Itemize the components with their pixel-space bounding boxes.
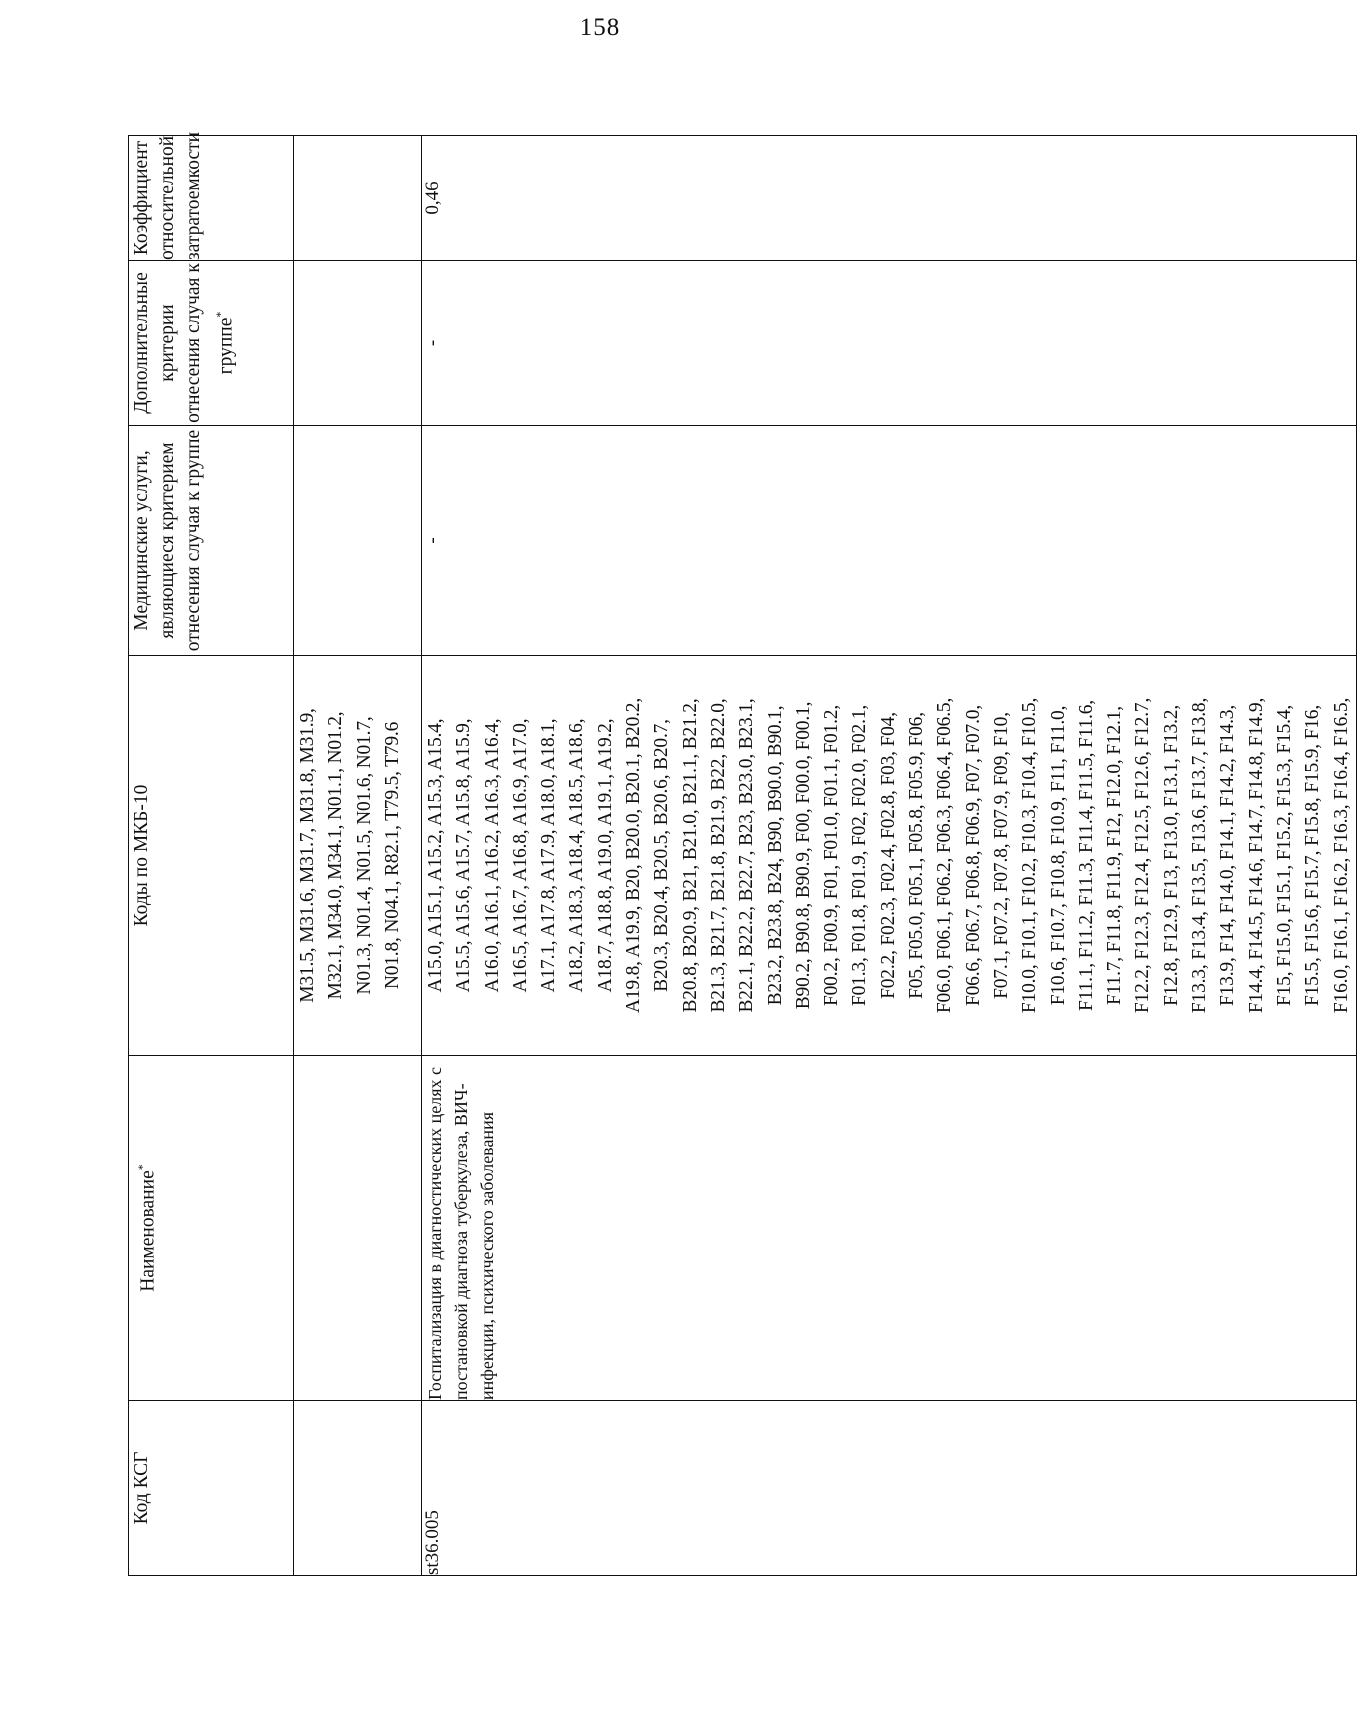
cell-code <box>294 1401 422 1576</box>
icd-line: F12.8, F12.9, F13, F13.0, F13.1, F13.2, <box>1160 704 1182 1007</box>
icd-line: A16.5, A16.7, A16.8, A16.9, A17.0, <box>509 718 531 993</box>
icd-line: F14.4, F14.5, F14.6, F14.7, F14.8, F14.9, <box>1245 697 1267 1014</box>
icd-line: N01.3, N01.4, N01.5, N01.6, N01.7, <box>353 716 375 995</box>
cell-code: st36.005 <box>422 1401 1357 1576</box>
icd-line: F06.6, F06.7, F06.8, F06.9, F07, F07.0, <box>962 704 984 1007</box>
cell-name: Госпитализация в диагностических целях с постановкой диагноза туберкулеза, ВИЧ-инфекции, психического заболевания <box>422 1056 1357 1401</box>
header-criteria-mark: * <box>213 311 227 318</box>
icd-line: F10.6, F10.7, F10.8, F10.9, F11, F11.0, <box>1047 705 1069 1006</box>
icd-line: B20.8, B20.9, B21, B21.0, B21.1, B21.2, <box>679 698 701 1013</box>
icd-line: F15, F15.0, F15.1, F15.2, F15.3, F15.4, <box>1273 704 1295 1007</box>
icd-line: A18.2, A18.3, A18.4, A18.5, A18.6, <box>566 718 588 993</box>
page-number: 158 <box>579 14 621 41</box>
cell-coef <box>294 136 422 261</box>
table-row-continuation <box>294 136 422 1576</box>
icd-line: A17.1, A17.8, A17.9, A18.0, A18.1, <box>538 718 560 993</box>
icd-line: B20.3, B20.4, B20.5, B20.6, B20.7, <box>651 719 673 992</box>
icd-line: F00.2, F00.9, F01, F01.0, F01.1, F01.2, <box>821 704 843 1007</box>
table-row-st36-005 <box>422 136 1357 1576</box>
icd-line: F15.5, F15.6, F15.7, F15.8, F15.9, F16, <box>1302 704 1324 1007</box>
cell-services: - <box>422 426 1357 656</box>
icd-line: F13.9, F14, F14.0, F14.1, F14.2, F14.3, <box>1217 704 1239 1007</box>
icd-line: B21.3, B21.7, B21.8, B21.9, B22, B22.0, <box>707 698 729 1013</box>
icd-line: A18.7, A18.8, A19.0, A19.1, A19.2, <box>594 718 616 993</box>
rotated-table-area <box>128 131 1352 1576</box>
header-code-label: Код КСГ <box>131 1451 152 1525</box>
icd-line: F11.7, F11.8, F11.9, F12, F12.0, F12.1, <box>1104 706 1126 1005</box>
rotated-table-frame <box>128 131 1352 1576</box>
icd-line: A16.0, A16.1, A16.2, A16.3, A16.4, <box>481 718 503 993</box>
icd-line: N01.8, N04.1, R82.1, T79.5, T79.6 <box>381 721 403 990</box>
icd-line: F16.0, F16.1, F16.2, F16.3, F16.4, F16.5, <box>1330 697 1352 1014</box>
icd-line: A15.0, A15.1, A15.2, A15.3, A15.4, <box>425 718 446 993</box>
icd-line: F02.2, F02.3, F02.4, F02.8, F03, F04, <box>877 712 899 999</box>
header-name-mark: * <box>135 1164 149 1171</box>
header-name <box>129 1056 294 1401</box>
header-coef-label: Коэффициент относительной затратоемкости <box>131 131 204 260</box>
header-code <box>129 1401 294 1576</box>
cell-criteria: - <box>422 261 1357 426</box>
header-coef <box>129 131 294 261</box>
header-services <box>129 426 294 656</box>
icd-line: B22.1, B22.2, B22.7, B23, B23.0, B23.1, <box>736 698 758 1013</box>
icd-line: A19.8, A19.9, B20, B20.0, B20.1, B20.2, <box>623 697 645 1014</box>
cell-icd-codes <box>294 656 422 1056</box>
ksg-table <box>128 131 1357 1576</box>
icd-line: B23.2, B23.8, B24, B90, B90.0, B90.1, <box>764 705 786 1006</box>
icd-line: F01.3, F01.8, F01.9, F02, F02.0, F02.1, <box>849 704 871 1007</box>
cell-services <box>294 426 422 656</box>
header-criteria <box>129 261 294 426</box>
icd-line: F10.0, F10.1, F10.2, F10.3, F10.4, F10.5, <box>1019 697 1041 1014</box>
header-services-label: Медицинские услуги, являющиеся критерием отнесения случая к группе <box>131 429 204 652</box>
header-criteria-label: Дополнительные критерии отнесения случая к группе <box>131 263 237 423</box>
icd-line: F05, F05.0, F05.1, F05.8, F05.9, F06, <box>906 712 928 999</box>
icd-line: M32.1, M34.0, M34.1, N01.1, N01.2, <box>325 711 347 1000</box>
cell-criteria <box>294 261 422 426</box>
cell-coef: 0,46 <box>422 136 1357 261</box>
header-icd <box>129 656 294 1056</box>
icd-line: A15.5, A15.6, A15.7, A15.8, A15.9, <box>453 718 475 993</box>
icd-line: F13.3, F13.4, F13.5, F13.6, F13.7, F13.8, <box>1189 697 1211 1014</box>
icd-line: F07.1, F07.2, F07.8, F07.9, F09, F10, <box>990 712 1012 999</box>
icd-line: F11.1, F11.2, F11.3, F11.4, F11.5, F11.6, <box>1075 700 1097 1011</box>
icd-line: M31.5, M31.6, M31.7, M31.8, M31.9, <box>297 708 318 1003</box>
icd-line: F06.0, F06.1, F06.2, F06.3, F06.4, F06.5, <box>934 697 956 1014</box>
header-icd-label: Коды по МКБ-10 <box>131 784 152 927</box>
icd-line: B90.2, B90.8, B90.9, F00, F00.0, F00.1, <box>792 701 814 1010</box>
cell-icd-codes <box>422 656 1357 1056</box>
icd-line: F12.2, F12.3, F12.4, F12.5, F12.6, F12.7, <box>1132 697 1154 1014</box>
cell-name <box>294 1056 422 1401</box>
header-name-label: Наименование <box>137 1170 159 1292</box>
header-row <box>129 136 294 1576</box>
